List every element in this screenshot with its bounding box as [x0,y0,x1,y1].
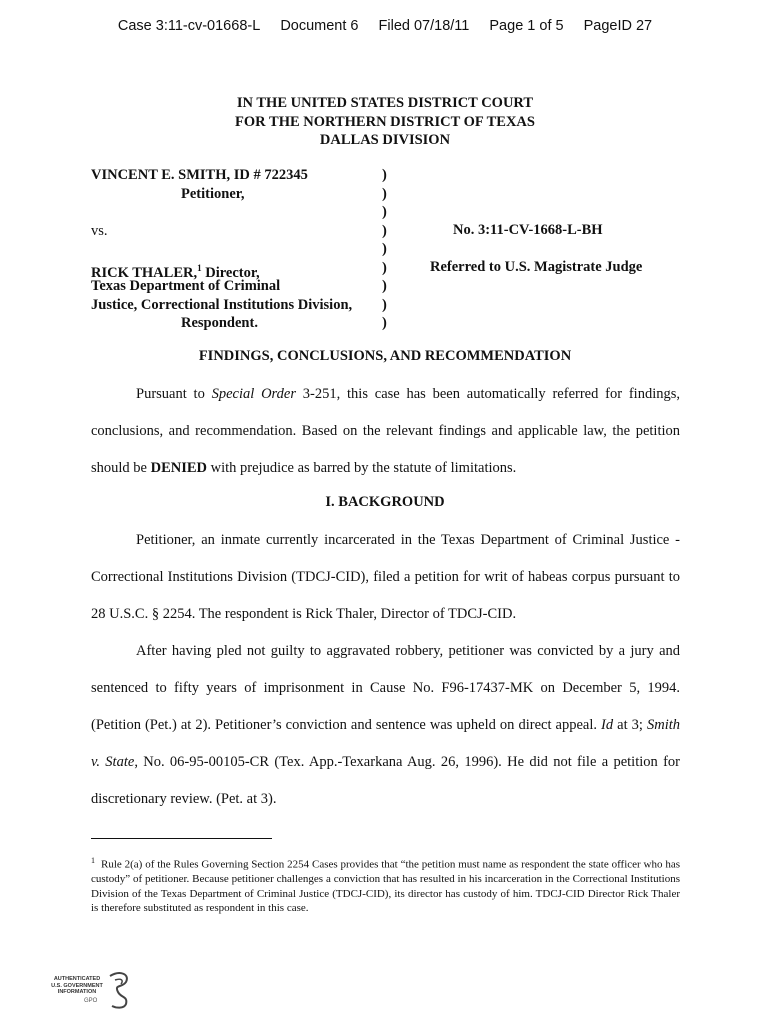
background-paragraph-2 [91,633,680,818]
header-page-count: Page 1 of 5 [489,18,564,34]
petitioner-role: Petitioner, [181,185,245,202]
header-page-id: PageID 27 [583,18,653,34]
gpo-line: AUTHENTICATED [53,976,101,982]
background-section [91,522,680,818]
gpo-line: U.S. GOVERNMENT [51,982,103,989]
header-filed-date: Filed 07/18/11 [378,18,470,34]
referral-note: Referred to U.S. Magistrate Judge [430,259,643,275]
court-line-3: DALLAS DIVISION [319,132,451,148]
respondent-line-2: Texas Department of Criminal [91,278,281,294]
text-run: After having pled not guilty to aggravated robbery, petitioner was convicted by a jury and sentenced to fifty years of imprisonment in Cause No. F96-17437-MK on December 5, 1994. (Petition (Pet.) at 2). Petitioner’s conviction and sentence was upheld on direct appeal. [91,643,680,733]
caption-paren: ) [382,315,387,331]
intro-paragraph [91,376,680,487]
text-run: , No. 06-95-00105-CR (Tex. App.-Texarkana Aug. 26, 1996). He did not file a petition for discretionary review. (Pet. at 3). [91,754,680,807]
respondent-name: RICK THALER, [91,264,198,281]
respondent-role: Respondent. [181,315,258,331]
case-caption-parties [91,166,381,333]
caption-spacer [91,203,381,222]
respondent-title: Director, [201,264,260,281]
court-title [0,94,770,150]
caption-paren: ) [382,278,387,294]
court-line-2: FOR THE NORTHERN DISTRICT OF TEXAS [235,113,535,130]
eagle-icon [106,970,132,1010]
text-run: with prejudice as barred by the statute of limitations. [207,460,517,476]
gpo-logo-text [44,976,110,996]
caption-paren: ) [382,259,387,276]
caption-paren: ) [382,204,387,220]
intro-section [91,376,680,487]
versus-label: vs. [91,222,108,239]
footnote-divider [91,838,272,839]
text-run-italic: Special Order [211,386,296,402]
footnote-reference[interactable]: 1 [197,262,202,273]
text-run: Pursuant to [136,386,212,402]
text-run-bold: DENIED [150,460,208,476]
header-case-number: Case 3:11-cv-01668-L [117,18,261,34]
court-line-1: IN THE UNITED STATES DISTRICT COURT [236,95,534,111]
background-paragraph-1: Petitioner, an inmate currently incarcerated in the Texas Department of Criminal Justice - Correctional Institutions Division (TDCJ-CID), filed a petition for writ of habeas corpus pursuant to 28 U.S.C. § 2254. The respondent is Rick Thaler, Director of TDCJ-CID. [91,532,680,622]
document-title: FINDINGS, CONCLUSIONS, AND RECOMMENDATION [198,348,572,364]
gpo-authentication-logo [44,968,134,1013]
header-document-number: Document 6 [280,18,359,34]
caption-paren: ) [382,185,387,202]
caption-paren: ) [382,222,387,239]
caption-spacer [91,240,381,259]
text-run-italic: Id [601,717,614,733]
respondent-line-3: Justice, Correctional Institutions Division, [91,296,353,313]
caption-parentheses [382,166,392,333]
text-run: at 3; [613,717,647,733]
footnote [91,854,680,916]
gpo-line: INFORMATION [57,989,97,995]
caption-paren: ) [382,296,387,313]
ecf-header [0,18,770,34]
text-run-italic: Smith v. State [91,717,680,770]
case-number: No. 3:11-CV-1668-L-BH [453,222,603,238]
respondent-name-line [91,259,381,281]
caption-paren: ) [382,167,387,183]
petitioner-name: VINCENT E. SMITH, ID # 722345 [91,167,308,183]
footnote-text: Rule 2(a) of the Rules Governing Section 2254 Cases provides that “the petition must name as respondent the state officer who has custody” of petitioner. Because petitioner challenges a conviction that has resulted in his incarceration in the Correctional Institutions Division of the Texas Department of Criminal Justice (TDCJ-CID), its director has custody of him. TDCJ-CID Director Rick Thaler is therefore substituted as respondent in this case. [91,858,680,915]
footnote-mark: 1 [91,856,95,865]
section-heading-background: I. BACKGROUND [325,494,445,510]
gpo-mark: GPO [84,998,98,1004]
caption-paren: ) [382,241,387,257]
text-run: 3-251, this case has been automatically referred for findings, conclusions, and recommendation. Based on the relevant findings and applicable law, the petition should be [91,386,680,476]
